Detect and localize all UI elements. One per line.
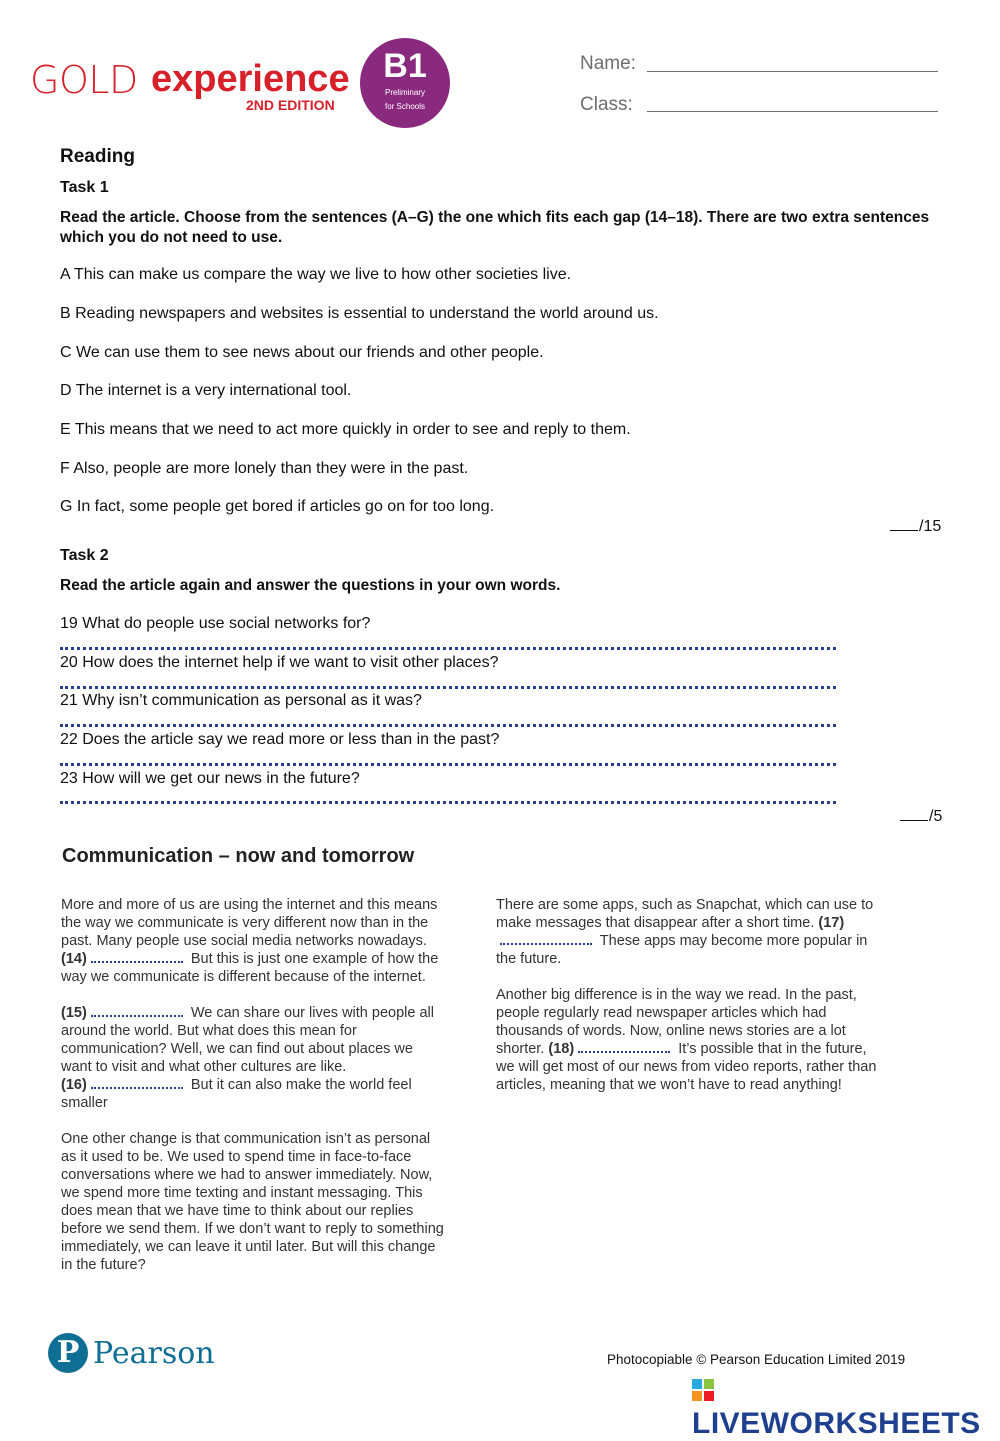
gap-18-label: (18) <box>548 1041 575 1057</box>
article-paragraph-3: One other change is that communication isn’t as personal as it used to be. We used to spend time in face-to-face conversations where we had to answer immediately. Now, we spend more time texting and instant messaging. This does mean that we have time to think about our replies before we send them. If we don’t want to reply to something immediately, we can leave it until later. But will this change in the future? <box>61 1131 444 1273</box>
gap-16-label: (16) <box>61 1077 87 1093</box>
gap-14-input[interactable] <box>91 961 183 963</box>
edition-label: 2ND EDITION <box>246 97 335 113</box>
sentence-d: D The internet is a very international tool. <box>60 382 352 399</box>
gap-18-input[interactable] <box>578 1051 670 1053</box>
task2-instructions: Read the article again and answer the questions in your own words. <box>60 577 561 594</box>
sentence-g: G In fact, some people get bored if articles go on for too long. <box>60 498 495 515</box>
article-paragraph-1 <box>61 896 446 986</box>
p5-text-b: It’s possible that in the future, we will get most of our news from video reports, rather than articles, meaning that we won’t have to read anything! <box>496 1041 877 1093</box>
name-field[interactable] <box>647 71 938 72</box>
task1-score <box>890 518 941 536</box>
question-21: 21 Why isn’t communication as personal as it was? <box>60 692 422 709</box>
article-paragraph-2 <box>61 1004 446 1112</box>
p2-text-b: But it can also make the world feel smaller <box>61 1077 412 1111</box>
class-label: Class: <box>580 94 633 115</box>
gap-14-label: (14) <box>61 951 87 967</box>
task2-score-total: /5 <box>929 808 943 825</box>
gap-15-input[interactable] <box>91 1015 183 1017</box>
answer-line-21[interactable] <box>60 724 836 727</box>
brand-experience: experience <box>151 58 350 100</box>
answer-line-19[interactable] <box>60 647 836 650</box>
sentence-f: F Also, people are more lonely than they were in the past. <box>60 460 469 477</box>
sentence-c: C We can use them to see news about our friends and other people. <box>60 344 544 361</box>
name-label: Name: <box>580 53 636 74</box>
article-right-column <box>496 896 881 1112</box>
article-paragraph-5 <box>496 986 881 1094</box>
p1-text-b: But this is just one example of how the way we communicate is different because of the internet. <box>61 951 439 985</box>
article-title: Communication – now and tomorrow <box>62 845 415 867</box>
p2-text-a: We can share our lives with people all around the world. But what does this mean for communication? Well, we can find out about places we want to visit and what other cultures are like. <box>61 1005 434 1075</box>
sentence-b: B Reading newspapers and websites is essential to understand the world around us. <box>60 305 659 322</box>
section-title: Reading <box>60 146 135 167</box>
task1-score-blank[interactable] <box>890 530 918 531</box>
badge-sub2: for Schools <box>384 102 426 111</box>
task2-title: Task 2 <box>60 547 109 564</box>
task1-title: Task 1 <box>60 179 109 196</box>
class-field[interactable] <box>647 111 938 112</box>
question-20: 20 How does the internet help if we want to visit other places? <box>60 654 499 671</box>
task2-score-blank[interactable] <box>900 820 928 821</box>
pearson-wordmark: Pearson <box>93 1336 215 1371</box>
answer-line-22[interactable] <box>60 763 836 766</box>
badge-sub1: Preliminary <box>384 88 425 97</box>
level-badge <box>360 38 450 128</box>
answer-line-20[interactable] <box>60 686 836 689</box>
sentence-e: E This means that we need to act more quickly in order to see and reply to them. <box>60 421 631 438</box>
gap-15-label: (15) <box>61 1005 87 1021</box>
gap-17-label: (17) <box>818 915 845 931</box>
badge-level: B1 <box>383 47 427 85</box>
p5-text-a: Another big difference is in the way we read. In the past, people regularly read newspaper articles which had thousands of words. Now, online news stories are a lot shorter. <box>496 987 857 1057</box>
gap-17-input[interactable] <box>500 943 592 945</box>
task2-score <box>900 808 942 826</box>
article-paragraph-4 <box>496 896 881 968</box>
question-19: 19 What do people use social networks for? <box>60 615 371 632</box>
liveworksheets-text: LIVEWORKSHEETS <box>692 1407 981 1440</box>
p1-text-a: More and more of us are using the internet and this means the way we communicate is very different now than in the past. Many people use social media networks nowadays. <box>61 897 438 949</box>
sentence-a: A This can make us compare the way we live to how other societies live. <box>60 266 572 283</box>
liveworksheets-icon <box>692 1379 714 1401</box>
question-22: 22 Does the article say we read more or less than in the past? <box>60 731 500 748</box>
gap-16-input[interactable] <box>91 1087 183 1089</box>
liveworksheets-logo[interactable] <box>692 1373 1000 1441</box>
article-left-column <box>61 896 446 1292</box>
brand-gold: GOLD <box>30 58 138 102</box>
question-23: 23 How will we get our news in the future? <box>60 770 360 787</box>
answer-line-23[interactable] <box>60 801 836 804</box>
task1-score-total: /15 <box>919 518 942 535</box>
p4-text-a: There are some apps, such as Snapchat, which can use to make messages that disappear after a short time. <box>496 897 874 931</box>
pearson-logo-icon: P <box>48 1333 88 1373</box>
task1-instructions: Read the article. Choose from the sentences (A–G) the one which fits each gap (14–18). There are two extra sentences which you do not need to use. <box>60 209 930 246</box>
copyright-notice: Photocopiable © Pearson Education Limited 2019 <box>607 1352 906 1367</box>
p4-text-b: These apps may become more popular in the future. <box>496 933 868 967</box>
